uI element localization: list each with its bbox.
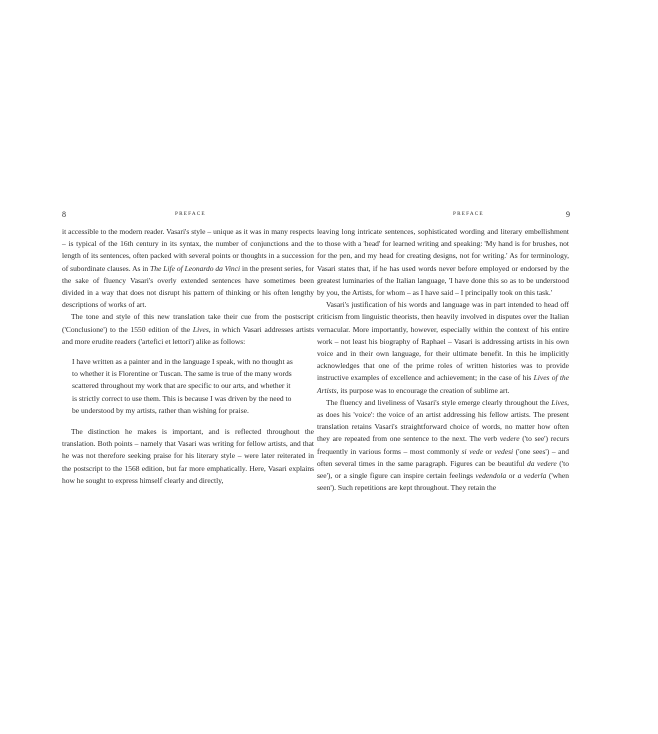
block-quote: I have written as a painter and in the language I speak, with no thought as to whether it is Florentine or Tuscan. The same is true of the many words scattered throughout my work that are specific to our arts, and whether it is strictly correct to use them. This is because I was driven by the need to be understood by my artists, rather than wishing for praise. (72, 357, 293, 415)
running-head-left: PREFACE (175, 211, 206, 217)
page-number-right: 9 (566, 210, 571, 219)
paragraph: The distinction he makes is important, and is reflected throughout the translation. Both points – namely that Vasari was writing for fellow artists, and that he was not therefore seeking praise for his literary style – were later reiterated in the postscript to the 1568 edition, but far more emphatically. Here, Vasari explains how he sought to express himself clearly and directly, (62, 427, 314, 485)
left-page-text (62, 226, 314, 487)
paragraph: leaving long intricate sentences, sophisticated wording and literary embellishment to those with a 'head' for learned writing and speaking: 'My hand is for brushes, not for the pen, and my head for creating designs, not for writing.' As for terminology, Vasari states that, if he has used words never before employed or endorsed by the greatest luminaries of the Italian language, 'I have done this so as to be understood by you, the Artists, for whom – as I have said – I principally took on this task.' (317, 227, 569, 298)
paragraph: The fluency and liveliness of Vasari's style emerge clearly throughout the Lives, as does his 'voice': the voice of an artist addressing his fellow artists. The present translation retains Vasari's straightforward choice of words, no matter how often they are repeated from one sentence to the next. The verb vedere ('to see') recurs frequently in various forms – most commonly si vede or vedesi ('one sees') – and often several times in the same paragraph. Figures can be beautiful da vedere ('to see'), or a single figure can inspire certain feelings vedendola or a vederla ('when seen'). Such repetitions are kept throughout. They retain the (317, 397, 569, 493)
paragraph: it accessible to the modern reader. Vasari's style – unique as it was in many respects – is typical of the 16th century in its syntax, the number of conjunctions and the length of its sentences, often packed with several points or thoughts in a succession of subordinate clauses. As in The Life of Leonardo da Vinci in the present series, for the sake of fluency Vasari's overly extended sentences have sometimes been divided in a way that does not disrupt his pattern of thinking or his often lengthy descriptions of works of art. (62, 227, 314, 310)
page-number-left: 8 (62, 210, 67, 219)
paragraph: Vasari's justification of his words and language was in part intended to head off criticism from linguistic theorists, then heavily involved in disputes over the Italian vernacular. More importantly, however, especially within the context of his entire work – not least his biography of Raphael – Vasari is addressing artists in his own voice and in their own language, for their ultimate benefit. In this he implicitly acknowledges that one of the prime roles of written histories was to provide instructive examples of excellence and achievement; in the case of his Lives of the Artists, its purpose was to encourage the creation of sublime art. (317, 300, 569, 395)
paragraph: The tone and style of this new translation take their cue from the postscript ('Conclusione') to the 1550 edition of the Lives, in which Vasari addresses artists and more erudite readers ('artefici et lettori') alike as follows: (62, 312, 314, 346)
right-page-text (317, 226, 569, 494)
running-head-right: PREFACE (453, 211, 484, 217)
